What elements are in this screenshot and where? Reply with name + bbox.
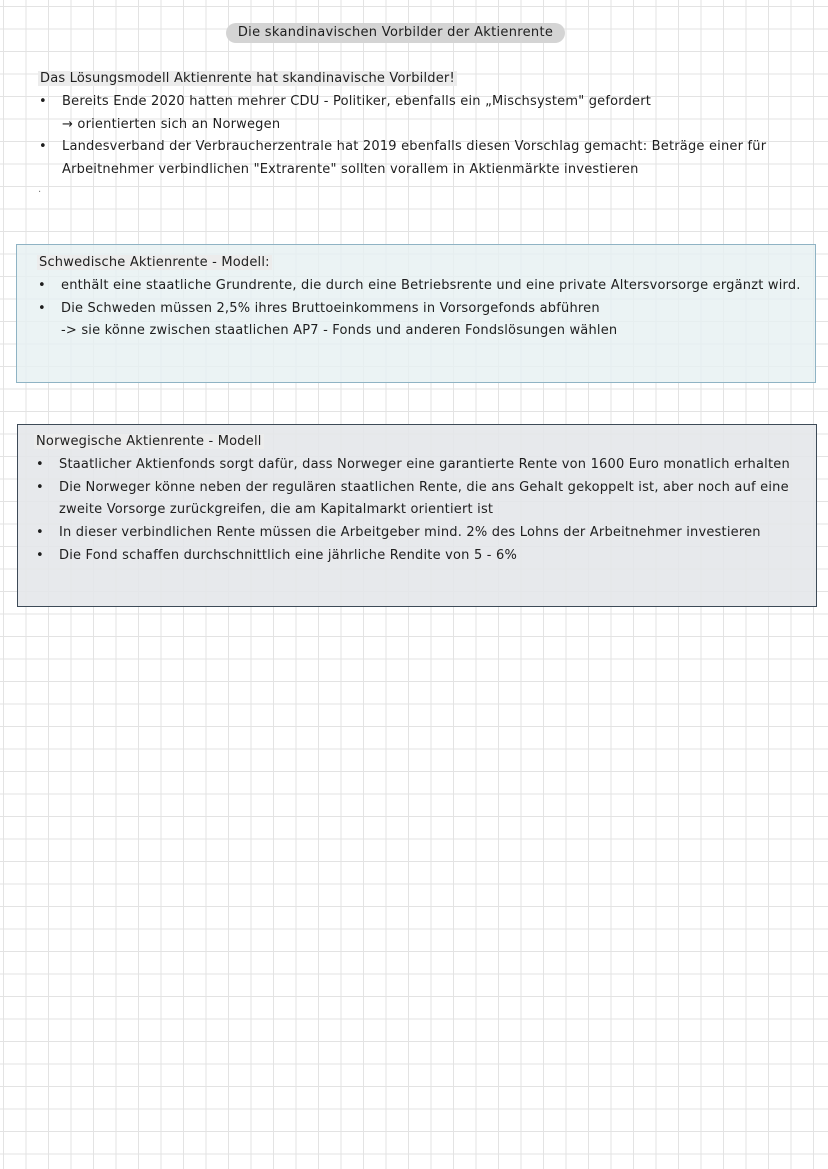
- intro-heading-text: Das Lösungsmodell Aktienrente hat skandinavische Vorbilder!: [40, 71, 455, 86]
- norway-model-box: [17, 424, 817, 607]
- norway-heading: [34, 432, 264, 452]
- page-title: Die skandinavischen Vorbilder der Aktienrente: [226, 23, 565, 43]
- intro-list: [39, 91, 802, 182]
- bullet-icon: •: [39, 94, 47, 109]
- norway-item-2-text: Die Norweger könne neben der regulären staatlichen Rente, die ans Gehalt gekoppelt ist, aber noch auf eine zweite Vorsorge zurückgreifen, die am Kapitalmarkt orientiert ist: [59, 479, 789, 518]
- norway-heading-text: Norwegische Aktienrente - Modell: [36, 434, 262, 449]
- norway-list: [36, 454, 804, 568]
- norway-item-3-text: In dieser verbindlichen Rente müssen die Arbeitgeber mind. 2% des Lohns der Arbeitnehmer investieren: [59, 525, 761, 541]
- bullet-icon: •: [36, 457, 44, 472]
- intro-item-2: [39, 136, 802, 181]
- norway-item-3: [36, 522, 804, 545]
- bullet-icon: •: [39, 139, 47, 155]
- sweden-heading: [37, 253, 272, 273]
- intro-item-1-sub: → orientierten sich an Norwegen: [62, 116, 281, 132]
- norway-item-4: [36, 545, 804, 568]
- sweden-item-1: [38, 275, 801, 298]
- norway-item-1-text: Staatlicher Aktienfonds sorgt dafür, dass Norweger eine garantierte Rente von 1600 Euro monatlich erhalten: [59, 457, 790, 472]
- intro-item-2-text: Landesverband der Verbraucherzentrale hat 2019 ebenfalls diesen Vorschlag gemacht: Beträge einer für Arbeitnehmer verbindlichen "Extrarente" sollten vorallem in Aktienmärkte investieren: [62, 139, 767, 178]
- intro-item-1: [39, 91, 802, 136]
- sweden-list: [38, 275, 801, 343]
- bullet-icon: •: [36, 547, 44, 563]
- sweden-item-2-text: Die Schweden müssen 2,5% ihres Bruttoeinkommens in Vorsorgefonds abführen: [61, 300, 600, 316]
- sweden-item-1-text: enthält eine staatliche Grundrente, die durch eine Betriebsrente und eine private Altersvorsorge ergänzt wird.: [61, 278, 801, 293]
- sweden-heading-text: Schwedische Aktienrente - Modell:: [39, 255, 270, 270]
- sweden-item-2: [38, 298, 801, 343]
- intro-item-1-text: Bereits Ende 2020 hatten mehrer CDU - Politiker, ebenfalls ein „Mischsystem" gefordert: [62, 94, 652, 109]
- intro-heading: [38, 69, 457, 89]
- norway-item-4-text: Die Fond schaffen durchschnittlich eine jährliche Rendite von 5 - 6%: [59, 547, 518, 563]
- bullet-icon: •: [36, 525, 44, 541]
- bullet-icon: •: [36, 479, 44, 495]
- sweden-item-2-sub: -> sie könne zwischen staatlichen AP7 - Fonds und anderen Fondslösungen wählen: [61, 323, 618, 339]
- bullet-icon: •: [38, 300, 46, 316]
- stray-mark: .: [38, 184, 42, 195]
- norway-item-2: [36, 477, 804, 522]
- sweden-model-box: [16, 244, 816, 383]
- norway-item-1: [36, 454, 804, 477]
- bullet-icon: •: [38, 278, 46, 293]
